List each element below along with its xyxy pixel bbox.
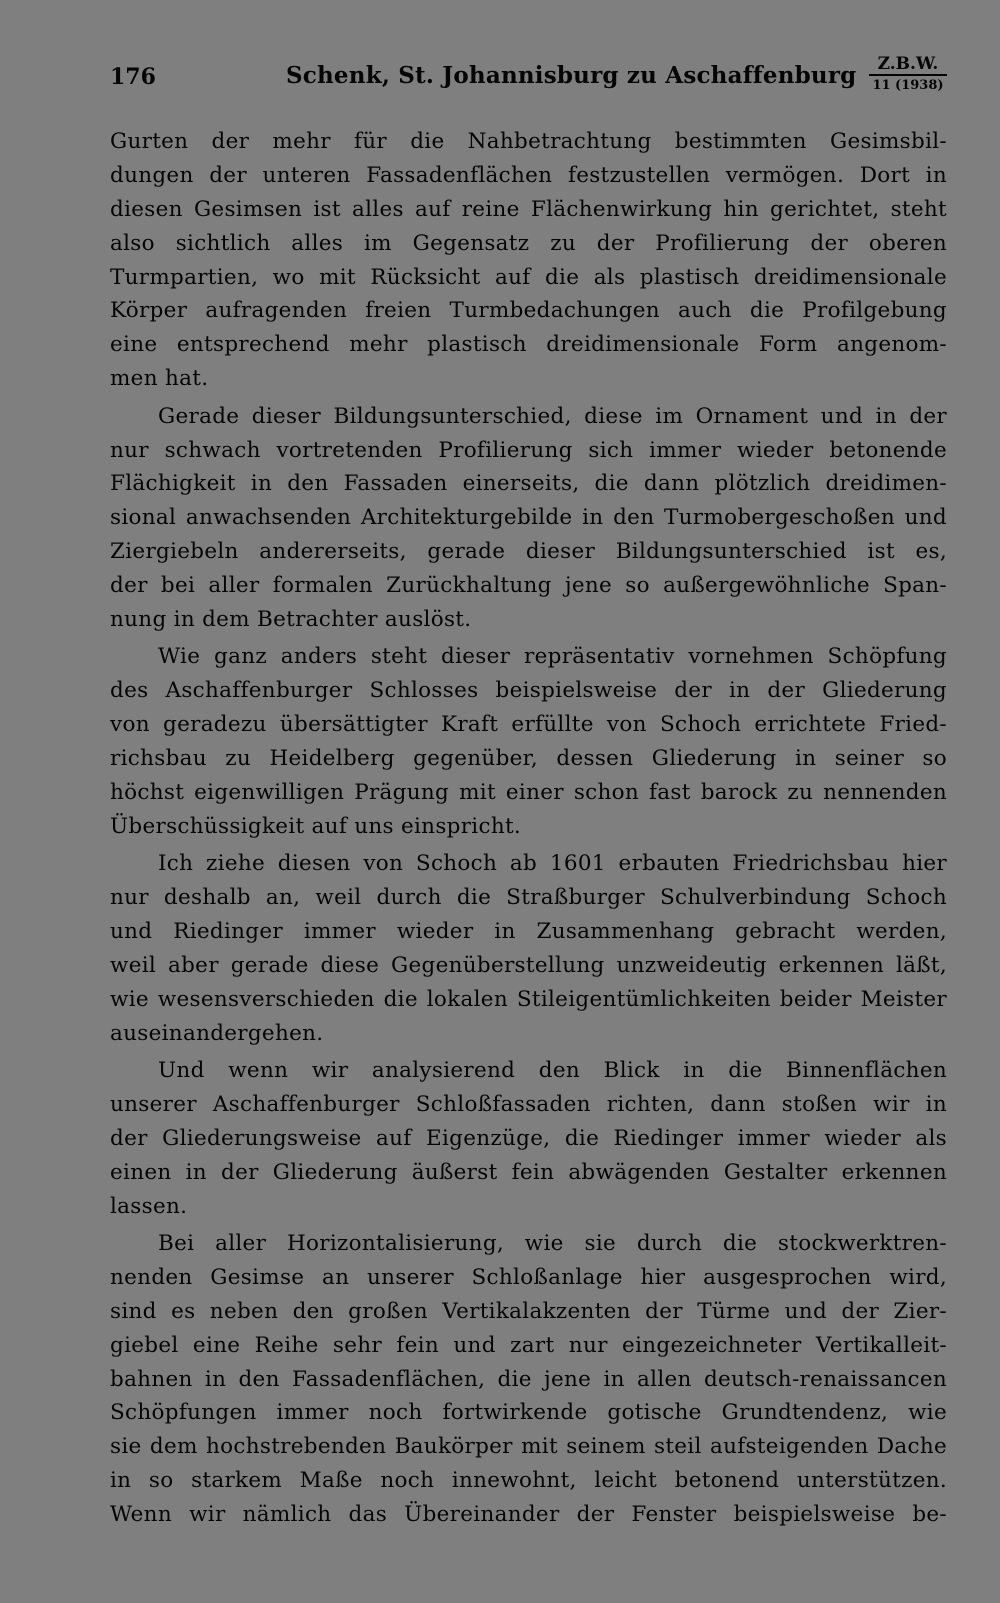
text-line: diesen Gesimsen ist alles auf reine Flächenwirkung hin gerichtet, steht [110, 196, 947, 222]
journal-abbreviation: Z.B.W. [869, 56, 947, 76]
text-line: sional anwachsenden Architekturgebilde in den Turmobergeschoßen und [110, 505, 947, 531]
text-line: Bei aller Horizontalisierung, wie sie durch die stockwerktren- [158, 1231, 947, 1256]
text-line: höchst eigenwilligen Prägung mit einer schon fast barock zu nennenden [110, 779, 947, 805]
text-line: also sichtlich alles im Gegensatz zu der Profilierung der oberen [110, 230, 947, 256]
text-line: der bei aller formalen Zurückhaltung jene so außergewöhnliche Span- [110, 573, 947, 599]
text-line: Ich ziehe diesen von Schoch ab 1601 erbauten Friedrichsbau hier [158, 851, 947, 877]
running-head: Schenk, St. Johannisburg zu Aschaffenburg [286, 62, 857, 89]
text-line: von geradezu übersättigter Kraft erfüllte von Schoch errichtete Fried- [110, 712, 947, 738]
text-line: der Gliederungsweise auf Eigenzüge, die Riedinger immer wieder als [110, 1125, 947, 1151]
paragraph [110, 1227, 947, 1532]
text-line: dungen der unteren Fassadenflächen festzustellen vermögen. Dort in [110, 162, 947, 188]
text-line: einen in der Gliederung äußerst fein abwägenden Gestalter erkennen [110, 1159, 947, 1185]
journal-reference [869, 56, 947, 94]
text-line: lassen. [110, 1193, 188, 1219]
text-line: auseinandergehen. [110, 1020, 324, 1046]
text-line: Flächigkeit in den Fassaden einerseits, die dann plötzlich dreidimen- [110, 471, 947, 497]
text-line: Gurten der mehr für die Nahbetrachtung bestimmten Gesimsbil- [110, 129, 947, 154]
text-line: weil aber gerade diese Gegenüberstellung unzweideutig erkennen läßt, [110, 952, 947, 978]
paragraph [110, 400, 947, 637]
text-line: Körper aufragenden freien Turmbedachungen auch die Profilgebung [110, 298, 947, 324]
text-line: wie wesensverschieden die lokalen Stileigentümlichkeiten beider Meister [110, 986, 947, 1012]
journal-volume-year: 11 (1938) [872, 78, 944, 93]
text-line: Gerade dieser Bildungsunterschied, diese im Ornament und in der [158, 403, 947, 429]
page-number: 176 [110, 64, 156, 90]
text-line: nung in dem Betrachter auslöst. [110, 606, 472, 632]
body-text [110, 125, 947, 1532]
text-line: giebel eine Reihe sehr fein und zart nur eingezeichneter Vertikalleit- [110, 1332, 947, 1358]
text-line: sie dem hochstrebenden Baukörper mit seinem steil aufsteigenden Dache [110, 1434, 947, 1460]
text-line: Turmpartien, wo mit Rücksicht auf die als plastisch dreidimensionale [110, 264, 947, 290]
text-line: und Riedinger immer wieder in Zusammenhang gebracht werden, [110, 918, 947, 944]
text-line: Überschüssigkeit auf uns einspricht. [110, 813, 522, 839]
text-line: nur schwach vortretenden Profilierung sich immer wieder betonende [110, 437, 947, 463]
text-line: bahnen in den Fassadenflächen, die jene in allen deutsch-renaissancen [110, 1366, 947, 1392]
text-line: eine entsprechend mehr plastisch dreidimensionale Form angenom- [110, 332, 947, 358]
page-header [110, 54, 947, 104]
text-line: des Aschaffenburger Schlosses beispielsweise der in der Gliederung [110, 678, 947, 704]
paragraph [110, 1054, 947, 1223]
text-line: Ziergiebeln andererseits, gerade dieser Bildungsunterschied ist es, [110, 539, 947, 565]
text-line: Wie ganz anders steht dieser repräsentativ vornehmen Schöpfung [158, 644, 947, 670]
text-line: nenden Gesimse an unserer Schloßanlage hier ausgesprochen wird, [110, 1264, 947, 1290]
text-line: sind es neben den großen Vertikalakzenten der Türme und der Zier- [110, 1298, 947, 1324]
text-line: Und wenn wir analysierend den Blick in die Binnenflächen [158, 1058, 947, 1084]
paragraph [110, 125, 947, 396]
text-line: richsbau zu Heidelberg gegenüber, dessen Gliederung in seiner so [110, 746, 947, 772]
paragraph [110, 847, 947, 1050]
text-line: men hat. [110, 366, 209, 392]
text-line: Wenn wir nämlich das Übereinander der Fenster beispielsweise be- [110, 1502, 947, 1528]
text-line: Schöpfungen immer noch fortwirkende gotische Grundtendenz, wie [110, 1400, 947, 1426]
text-line: unserer Aschaffenburger Schloßfassaden richten, dann stoßen wir in [110, 1091, 947, 1117]
paragraph [110, 640, 947, 843]
text-line: nur deshalb an, weil durch die Straßburger Schulverbindung Schoch [110, 885, 947, 911]
text-line: in so starkem Maße noch innewohnt, leicht betonend unterstützen. [110, 1468, 947, 1494]
